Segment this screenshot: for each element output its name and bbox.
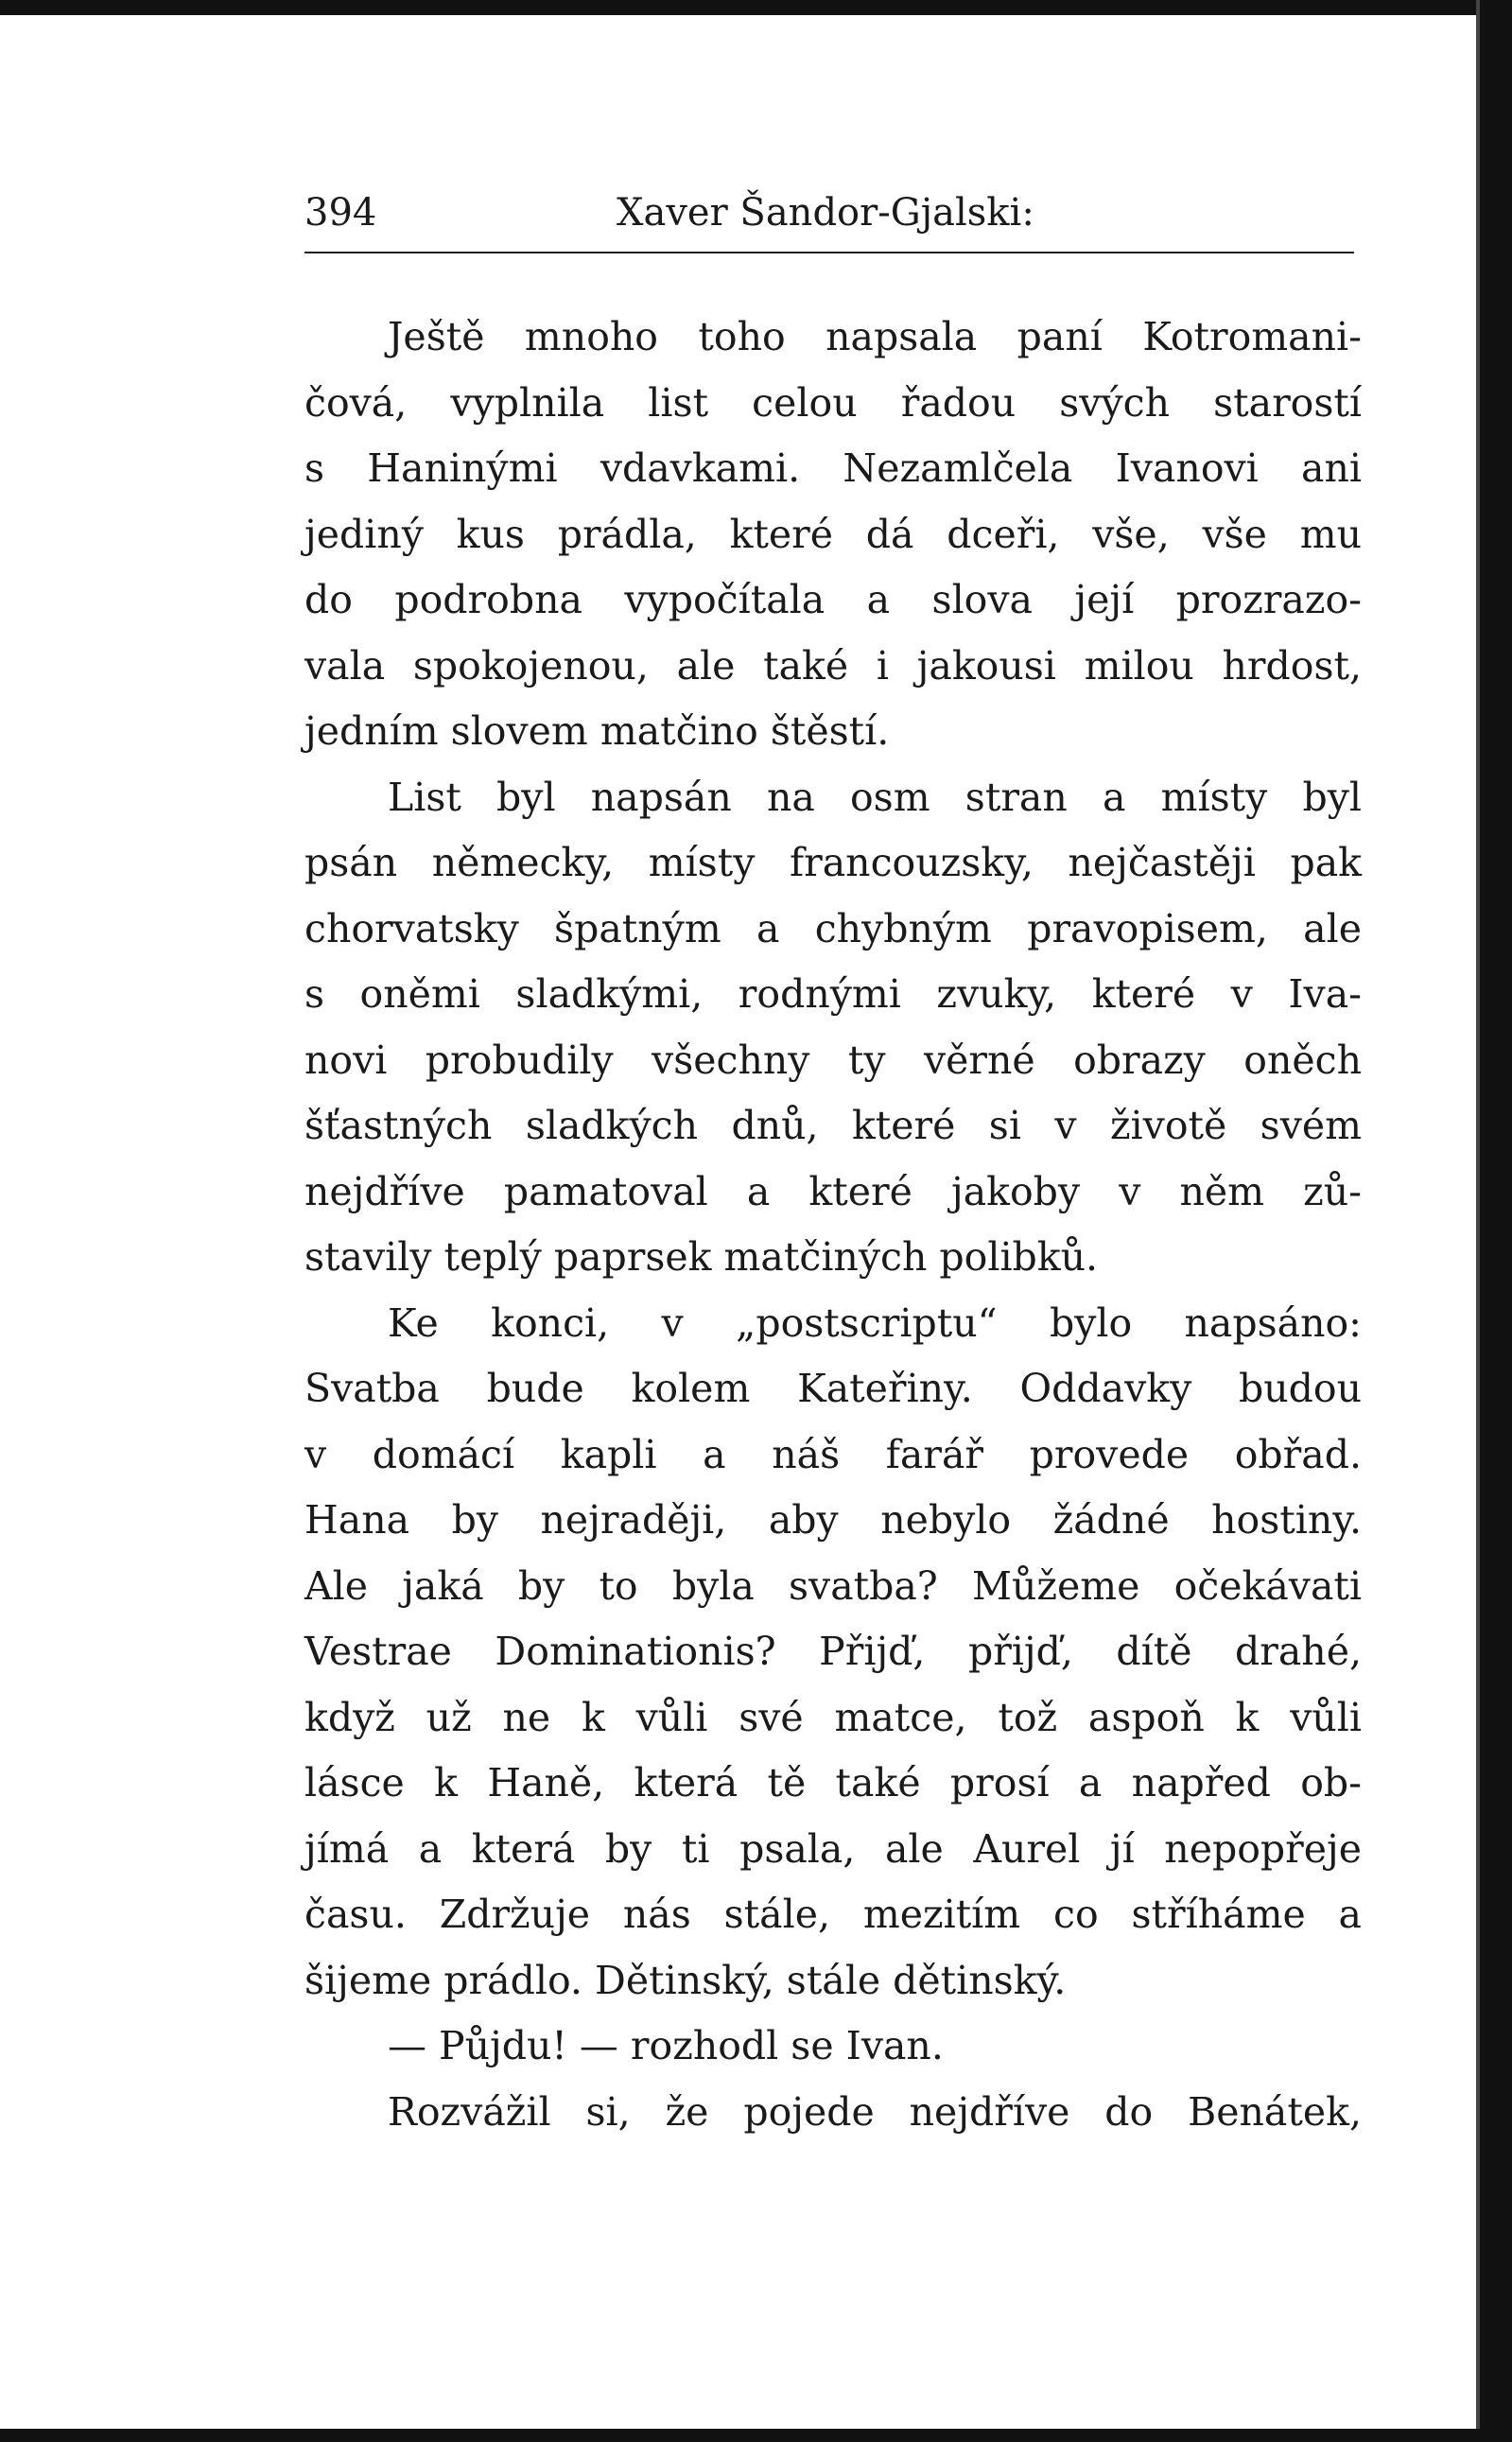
text-line: s Haninými vdavkami. Nezamlčela Ivanovi ani <box>304 445 1362 491</box>
text-line: stavily teplý paprsek matčiných polibků. <box>304 1234 1099 1280</box>
text-line: Svatba bude kolem Kateřiny. Oddavky budou <box>304 1366 1362 1411</box>
text-line: — Půjdu! — rozhodl se Ivan. <box>388 2023 944 2068</box>
page-header <box>304 180 1362 246</box>
text-line: chorvatsky špatným a chybným pravopisem, ale <box>304 905 1362 951</box>
text-line: vala spokojenou, ale také i jakousi milou hrdost, <box>304 642 1362 689</box>
text-line: čová, vyplnila list celou řadou svých starostí <box>304 379 1362 426</box>
text-line: šijeme prádlo. Dětinský, stále dětinský. <box>304 1957 1067 2003</box>
text-line: Hana by nejraději, aby nebylo žádné hostiny. <box>304 1497 1362 1543</box>
scan-border-top <box>0 0 1512 15</box>
text-line: psán německy, místy francouzsky, nejčastěji pak <box>304 840 1362 885</box>
text-line: jedním slovem matčino štěstí. <box>304 708 890 754</box>
book-page <box>304 180 1362 2135</box>
text-line: s oněmi sladkými, rodnými zvuky, které v Iva- <box>304 971 1362 1017</box>
text-line: Ale jaká by to byla svatba? Můžeme očekávati <box>304 1562 1362 1609</box>
text-line: Rozvážil si, že pojede nejdříve do Benátek, <box>388 2088 1362 2135</box>
scan-border-right <box>1480 0 1512 2442</box>
text-line: v domácí kapli a náš farář provede obřad. <box>304 1431 1362 1477</box>
text-line: jediný kus prádla, které dá dceři, vše, vše mu <box>304 511 1362 557</box>
text-line: lásce k Haně, která tě také prosí a napřed ob- <box>304 1760 1362 1805</box>
header-rule <box>304 252 1354 253</box>
text-line: Ke konci, v „postscriptu“ bylo napsáno: <box>388 1299 1362 1346</box>
text-line: jímá a která by ti psala, ale Aurel jí nepopřeje <box>304 1825 1362 1872</box>
page-number: 394 <box>304 191 377 235</box>
text-line: List byl napsán na osm stran a místy byl <box>388 774 1362 820</box>
text-line: šťastných sladkých dnů, které si v životě svém <box>304 1103 1362 1148</box>
text-line: nejdříve pamatoval a které jakoby v něm zů- <box>304 1168 1362 1214</box>
text-line: času. Zdržuje nás stále, mezitím co stříháme a <box>304 1892 1362 1937</box>
text-line: Vestrae Dominationis? Přijď, přijď, dítě drahé, <box>304 1629 1362 1674</box>
running-head: Xaver Šandor-Gjalski: <box>617 191 1034 235</box>
text-line: když už ne k vůli své matce, tož aspoň k vůli <box>304 1694 1362 1740</box>
body-text <box>304 305 1362 2145</box>
text-line: Ještě mnoho toho napsala paní Kotromani- <box>388 314 1362 359</box>
text-line: do podrobna vypočítala a slova její prozrazo- <box>304 577 1362 622</box>
scan-border-bottom <box>0 2429 1512 2442</box>
text-line: novi probudily všechny ty věrné obrazy oněch <box>304 1037 1362 1083</box>
